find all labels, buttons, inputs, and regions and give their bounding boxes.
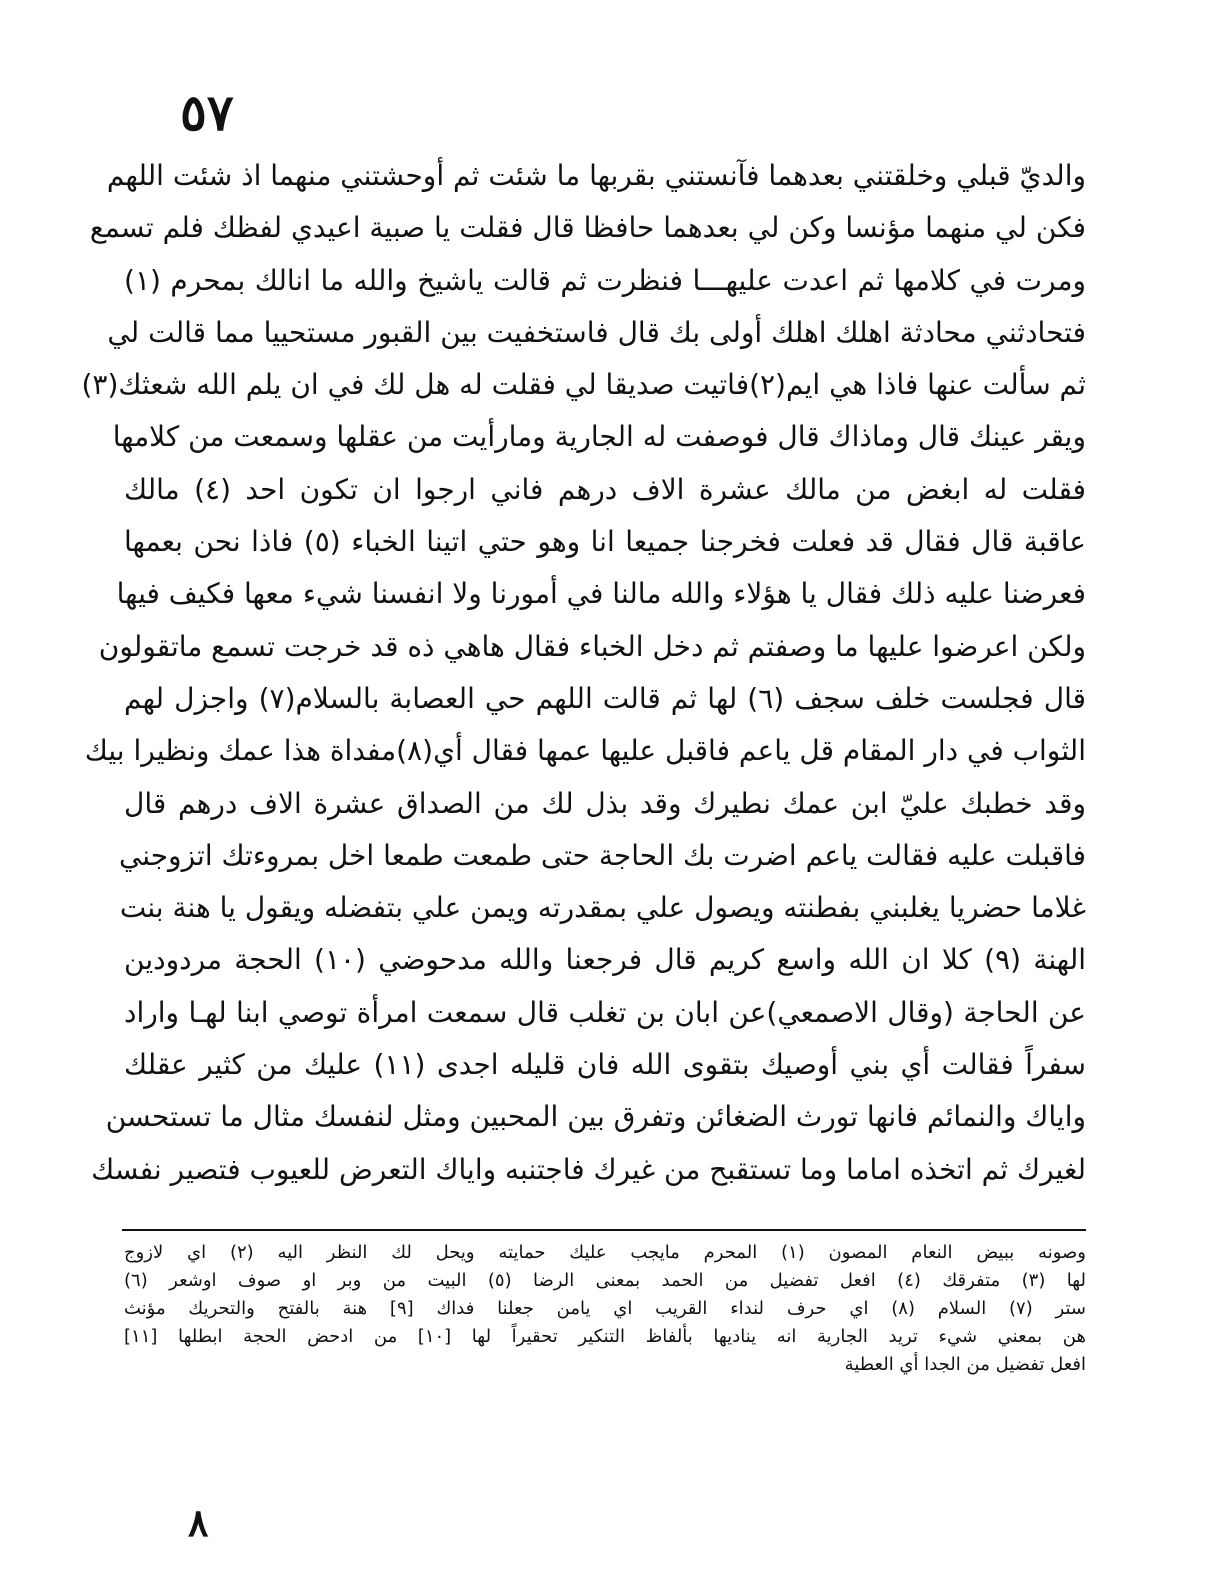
text-line: ويقر عينك قال وماذاك قال فوصفت له الجارية ومارأيت من عقلها وسمعت من كلامها xyxy=(112,420,1086,454)
text-line: الثواب في دار المقام قل ياعم فاقبل عليها عمها فقال أي(٨)مفداة هذا عمك ونظيرا بيك xyxy=(84,734,1086,768)
text-line: عن الحاجة (وقال الاصمعي)عن ابان بن تغلب قال سمعت امرأة توصي ابنا لهـا واراد xyxy=(124,995,1086,1029)
text-line: ومرت في كلامها ثم اعدت عليهـــا فنظرت ثم قالت ياشيخ والله ما انالك بمحرم (١) xyxy=(124,263,1086,297)
text-line: واياك والنمائم فانها تورث الضغائن وتفرق بين المحبين ومثل لنفسك مثال ما تستحسن xyxy=(105,1100,1086,1134)
text-line: سفراً فقالت أي بني أوصيك بتقوى الله فان قليله اجدى (١١) عليك من كثير عقلك xyxy=(124,1048,1087,1082)
footnote-line: ستر (٧) السلام (٨) اي حرف لنداء القريب اي يامن جعلنا فداك [٩] هنة بالفتح والتحريك مؤنث xyxy=(124,1298,1086,1319)
text-line: عاقبة قال فقال قد فعلت فخرجنا جميعا انا وهو حتي اتينا الخباء (٥) فاذا نحن بعمها xyxy=(124,525,1086,559)
page-number: ٥٧ xyxy=(180,83,234,142)
footnote-line: هن بمعني شيء تريد الجارية انه يناديها بألفاظ التنكير تحقيراً لها [١٠] من ادحض الحجة ابطلها [١١] xyxy=(124,1326,1086,1347)
footnote-line: وصونه ببيض النعام المصون (١) المحرم مايجب عليك حمايته ويحل لك النظر اليه (٢) اي لازوج xyxy=(124,1242,1086,1263)
text-line: قال فجلست خلف سجف (٦) لها ثم قالت اللهم حي العصابة بالسلام(٧) واجزل لهم xyxy=(124,681,1086,715)
text-line: لغيرك ثم اتخذه اماما وما تستقبح من غيرك فاجتنبه واياك التعرض للعيوب فتصير نفسك xyxy=(91,1152,1086,1186)
text-line: الهنة (٩) كلا ان الله واسع كريم قال فرجعنا والله مدحوضي (١٠) الحجة مردودين xyxy=(124,943,1087,977)
footnote-line: افعل تفضيل من الجدا أي العطية xyxy=(844,1354,1086,1375)
text-line: فقلت له ابغض من مالك عشرة الاف درهم فاني ارجوا ان تكون احد (٤) مالك xyxy=(124,472,1086,506)
footnote-line: لها (٣) متفرقك (٤) افعل تفضيل من الحمد بمعنى الرضا (٥) البيت من وبر او صوف اوشعر (٦) xyxy=(124,1270,1087,1291)
text-line: والديّ قبلي وخلقتني بعدهما فآنستني بقربها ما شئت ثم أوحشتني منهما اذ شئت اللهم xyxy=(106,159,1086,192)
text-line: ثم سألت عنها فاذا هي ايم(٢)فاتيت صديقا لي فقلت له هل لك في ان يلم الله شعثك(٣) xyxy=(81,368,1086,402)
footnotes xyxy=(124,1239,1086,1379)
signature-mark: ٨ xyxy=(188,1500,209,1545)
text-line: فكن لي منهما مؤنسا وكن لي بعدهما حافظا قال فقلت يا صبية اعيدي لفظك فلم تسمع xyxy=(89,211,1086,245)
main-text xyxy=(81,150,1087,1196)
text-line: فعرضنا عليه ذلك فقال يا هؤلاء والله مالنا في أمورنا ولا انفسنا شيء معها فكيف فيها xyxy=(116,577,1086,611)
text-line: فاقبلت عليه فقالت ياعم اضرت بك الحاجة حتى طمعت طمعا اخل بمروءتك اتزوجني xyxy=(118,838,1086,872)
text-line: ولكن اعرضوا عليها ما وصفتم ثم دخل الخباء فقال هاهي ذه قد خرجت تسمع ماتقولون xyxy=(98,629,1086,663)
footnote-divider xyxy=(122,1229,1086,1231)
text-line: وقد خطبك عليّ ابن عمك نطيرك وقد بذل لك من الصداق عشرة الاف درهم قال xyxy=(124,786,1086,820)
text-line: غلاما حضريا يغلبني بفطنته ويصول علي بمقدرته ويمن علي بتفضله ويقول يا هنة بنت xyxy=(119,891,1086,925)
text-line: فتحادثني محادثة اهلك اهلك أولى بك قال فاستخفيت بين القبور مستحييا مما قالت لي xyxy=(107,315,1086,349)
